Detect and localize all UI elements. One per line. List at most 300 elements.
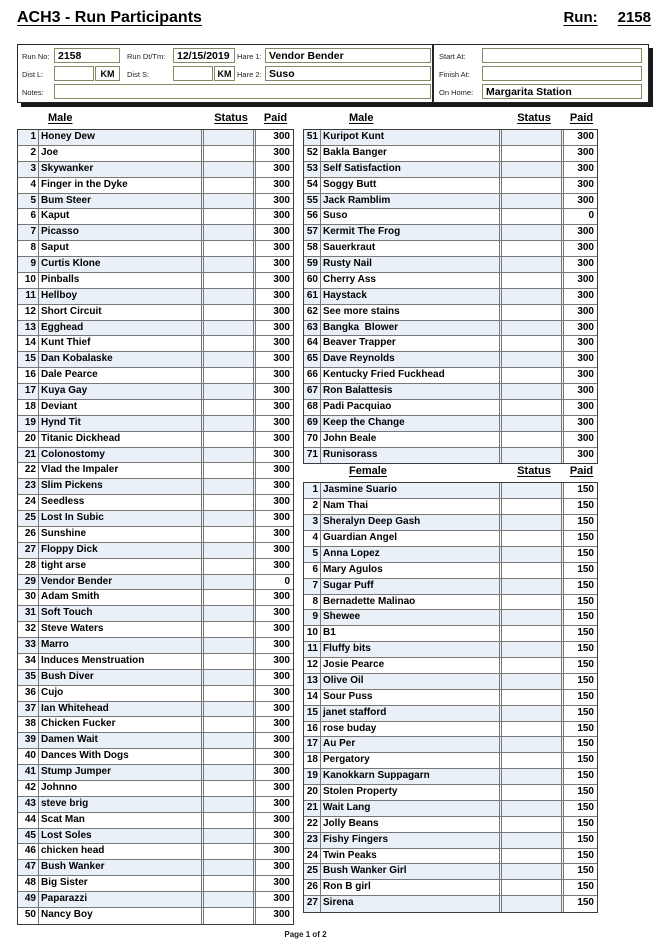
row-number: 11 <box>304 642 321 657</box>
participant-row <box>304 642 597 658</box>
participant-row <box>304 400 597 416</box>
run-no-label: Run No: <box>22 52 50 61</box>
participant-name: Sheralyn Deep Gash <box>321 515 502 530</box>
paid-amount: 150 <box>564 547 597 562</box>
paid-amount: 300 <box>256 305 293 320</box>
status-value <box>204 844 256 859</box>
participant-name: Twin Peaks <box>321 849 502 864</box>
status-value <box>204 368 256 383</box>
participant-name: Picasso <box>39 225 204 240</box>
paid-amount: 150 <box>564 515 597 530</box>
status-value <box>204 352 256 367</box>
participant-row <box>304 194 597 210</box>
status-header: Status <box>517 112 551 124</box>
participant-name: Kuripot Kunt <box>321 130 502 145</box>
row-number: 15 <box>304 706 321 721</box>
participant-name: Scat Man <box>39 813 204 828</box>
row-number: 48 <box>18 876 39 891</box>
dist-s-label: Dist S: <box>127 70 150 79</box>
participant-name: chicken head <box>39 844 204 859</box>
paid-amount: 300 <box>256 511 293 526</box>
participant-name: Rusty Nail <box>321 257 502 272</box>
run-header <box>563 9 651 26</box>
participant-row <box>304 448 597 464</box>
status-value <box>204 908 256 924</box>
participant-row <box>18 892 293 908</box>
participant-row <box>18 146 293 162</box>
row-number: 55 <box>304 194 321 209</box>
status-value <box>502 384 564 399</box>
status-value <box>502 769 564 784</box>
status-value <box>204 241 256 256</box>
participant-row <box>304 225 597 241</box>
participant-row <box>18 622 293 638</box>
status-value <box>502 642 564 657</box>
row-number: 17 <box>304 737 321 752</box>
paid-amount: 150 <box>564 785 597 800</box>
paid-amount: 150 <box>564 896 597 912</box>
paid-amount: 300 <box>564 384 597 399</box>
participant-row <box>18 273 293 289</box>
participant-name: Kunt Thief <box>39 336 204 351</box>
participant-row <box>304 595 597 611</box>
paid-amount: 300 <box>256 527 293 542</box>
participant-row <box>304 146 597 162</box>
status-value <box>502 305 564 320</box>
participant-name: Keep the Change <box>321 416 502 431</box>
paid-amount: 300 <box>564 225 597 240</box>
row-number: 3 <box>18 162 39 177</box>
row-number: 27 <box>304 896 321 912</box>
participant-row <box>304 658 597 674</box>
participant-name: Adam Smith <box>39 590 204 605</box>
status-value <box>204 289 256 304</box>
participant-row <box>304 483 597 499</box>
participant-row <box>304 674 597 690</box>
participant-row <box>18 654 293 670</box>
male-left-header-row <box>17 112 294 129</box>
participant-name: Jasmine Suario <box>321 483 502 498</box>
participant-row <box>304 499 597 515</box>
participant-name: Soggy Butt <box>321 178 502 193</box>
paid-amount: 300 <box>256 670 293 685</box>
status-value <box>204 559 256 574</box>
paid-header: Paid <box>569 112 594 124</box>
status-value <box>204 384 256 399</box>
row-number: 7 <box>304 579 321 594</box>
row-number: 71 <box>304 448 321 464</box>
dist-l-unit: KM <box>95 66 120 81</box>
status-value <box>204 717 256 732</box>
participant-name: Induces Menstruation <box>39 654 204 669</box>
paid-amount: 300 <box>256 321 293 336</box>
paid-amount: 300 <box>564 416 597 431</box>
paid-amount: 150 <box>564 801 597 816</box>
paid-amount: 0 <box>256 575 293 590</box>
paid-amount: 300 <box>564 146 597 161</box>
participant-row <box>304 896 597 912</box>
paid-amount: 300 <box>256 336 293 351</box>
participant-name: Jolly Beans <box>321 817 502 832</box>
row-number: 54 <box>304 178 321 193</box>
paid-amount: 300 <box>256 590 293 605</box>
status-value <box>502 817 564 832</box>
status-value <box>204 463 256 478</box>
status-value <box>204 590 256 605</box>
status-value <box>502 416 564 431</box>
hare1-field: Vendor Bender <box>265 48 431 63</box>
paid-amount: 300 <box>256 416 293 431</box>
participant-row <box>18 130 293 146</box>
participant-name: Bakla Banger <box>321 146 502 161</box>
paid-amount: 300 <box>256 194 293 209</box>
row-number: 25 <box>18 511 39 526</box>
participant-row <box>18 590 293 606</box>
status-value <box>204 797 256 812</box>
participant-name: Curtis Klone <box>39 257 204 272</box>
participant-name: Mary Agulos <box>321 563 502 578</box>
row-number: 58 <box>304 241 321 256</box>
row-number: 22 <box>18 463 39 478</box>
row-number: 15 <box>18 352 39 367</box>
row-number: 28 <box>18 559 39 574</box>
participant-row <box>18 479 293 495</box>
paid-amount: 300 <box>564 257 597 272</box>
participant-row <box>304 305 597 321</box>
paid-amount: 150 <box>564 563 597 578</box>
status-value <box>204 733 256 748</box>
status-value <box>204 416 256 431</box>
participant-row <box>18 448 293 464</box>
participant-name: Bush Wanker Girl <box>321 864 502 879</box>
row-number: 53 <box>304 162 321 177</box>
participant-name: Nam Thai <box>321 499 502 514</box>
row-number: 1 <box>18 130 39 145</box>
paid-amount: 300 <box>256 225 293 240</box>
paid-amount: 300 <box>564 432 597 447</box>
paid-header: Paid <box>569 465 594 478</box>
row-number: 66 <box>304 368 321 383</box>
row-number: 52 <box>304 146 321 161</box>
row-number: 23 <box>18 479 39 494</box>
dist-s-unit: KM <box>214 66 235 81</box>
status-value <box>204 495 256 510</box>
participant-row <box>304 880 597 896</box>
status-value <box>502 626 564 641</box>
female-table <box>303 482 598 913</box>
on-home-field: Margarita Station <box>482 84 642 99</box>
status-value <box>502 563 564 578</box>
participant-row <box>304 833 597 849</box>
status-value <box>204 225 256 240</box>
participant-name: Lost In Subic <box>39 511 204 526</box>
status-value <box>502 547 564 562</box>
participant-row <box>304 368 597 384</box>
paid-amount: 150 <box>564 753 597 768</box>
participant-name: John Beale <box>321 432 502 447</box>
row-number: 4 <box>304 531 321 546</box>
paid-amount: 300 <box>256 844 293 859</box>
paid-amount: 150 <box>564 499 597 514</box>
row-number: 34 <box>18 654 39 669</box>
participant-name: Kentucky Fried Fuckhead <box>321 368 502 383</box>
row-number: 13 <box>304 674 321 689</box>
status-value <box>502 674 564 689</box>
row-number: 44 <box>18 813 39 828</box>
participant-row <box>304 178 597 194</box>
participant-name: Sirena <box>321 896 502 912</box>
participant-row <box>18 400 293 416</box>
participant-row <box>18 575 293 591</box>
status-value <box>204 479 256 494</box>
participant-name: Bush Wanker <box>39 860 204 875</box>
status-value <box>204 860 256 875</box>
paid-amount: 300 <box>256 209 293 224</box>
paid-amount: 150 <box>564 864 597 879</box>
participant-row <box>18 511 293 527</box>
participant-row <box>304 579 597 595</box>
female-header: Female <box>349 465 387 478</box>
participant-name: Titanic Dickhead <box>39 432 204 447</box>
status-value <box>502 162 564 177</box>
status-value <box>204 622 256 637</box>
status-value <box>204 146 256 161</box>
status-value <box>204 654 256 669</box>
participant-row <box>304 531 597 547</box>
participant-name: Bum Steer <box>39 194 204 209</box>
status-value <box>204 686 256 701</box>
paid-amount: 150 <box>564 595 597 610</box>
row-number: 37 <box>18 702 39 717</box>
paid-amount: 300 <box>564 368 597 383</box>
paid-amount: 300 <box>256 432 293 447</box>
row-number: 61 <box>304 289 321 304</box>
status-value <box>204 162 256 177</box>
status-value <box>502 400 564 415</box>
male-left-table <box>17 129 294 925</box>
paid-amount: 300 <box>256 273 293 288</box>
row-number: 21 <box>304 801 321 816</box>
status-value <box>204 702 256 717</box>
participant-name: Wait Lang <box>321 801 502 816</box>
paid-amount: 150 <box>564 706 597 721</box>
dist-s-field <box>173 66 213 81</box>
status-value <box>204 575 256 590</box>
paid-amount: 150 <box>564 817 597 832</box>
row-number: 21 <box>18 448 39 463</box>
row-number: 16 <box>18 368 39 383</box>
participant-name: Shewee <box>321 610 502 625</box>
paid-amount: 300 <box>256 876 293 891</box>
participant-name: Olive Oil <box>321 674 502 689</box>
participant-row <box>304 849 597 865</box>
participant-row <box>304 209 597 225</box>
row-number: 25 <box>304 864 321 879</box>
participant-name: Paparazzi <box>39 892 204 907</box>
participant-row <box>304 864 597 880</box>
status-value <box>204 813 256 828</box>
status-value <box>502 753 564 768</box>
participant-name: Sauerkraut <box>321 241 502 256</box>
participant-row <box>304 769 597 785</box>
participant-name: Johnno <box>39 781 204 796</box>
participant-row <box>304 241 597 257</box>
paid-amount: 300 <box>564 321 597 336</box>
participant-name: Hellboy <box>39 289 204 304</box>
participant-name: Jack Ramblim <box>321 194 502 209</box>
paid-amount: 300 <box>256 733 293 748</box>
paid-amount: 300 <box>256 463 293 478</box>
participant-row <box>18 257 293 273</box>
paid-amount: 150 <box>564 833 597 848</box>
participant-name: Padi Pacquiao <box>321 400 502 415</box>
participant-row <box>304 817 597 833</box>
participant-row <box>18 336 293 352</box>
participant-name: Vendor Bender <box>39 575 204 590</box>
row-number: 14 <box>304 690 321 705</box>
participant-name: Stump Jumper <box>39 765 204 780</box>
row-number: 24 <box>18 495 39 510</box>
participant-row <box>304 690 597 706</box>
row-number: 41 <box>18 765 39 780</box>
paid-amount: 300 <box>256 495 293 510</box>
paid-amount: 300 <box>256 352 293 367</box>
participant-name: Sunshine <box>39 527 204 542</box>
participant-row <box>18 225 293 241</box>
paid-amount: 300 <box>256 638 293 653</box>
paid-amount: 150 <box>564 722 597 737</box>
status-value <box>204 876 256 891</box>
participant-row <box>18 876 293 892</box>
status-value <box>204 448 256 463</box>
status-value <box>502 499 564 514</box>
participant-name: Dan Kobalaske <box>39 352 204 367</box>
on-home-label: On Home: <box>439 88 474 97</box>
row-number: 5 <box>304 547 321 562</box>
paid-amount: 300 <box>256 289 293 304</box>
run-dt-field: 12/15/2019 <box>173 48 235 63</box>
participant-name: B1 <box>321 626 502 641</box>
status-value <box>204 432 256 447</box>
participant-name: Seedless <box>39 495 204 510</box>
participant-row <box>304 753 597 769</box>
row-number: 45 <box>18 829 39 844</box>
row-number: 9 <box>304 610 321 625</box>
participant-name: Suso <box>321 209 502 224</box>
row-number: 38 <box>18 717 39 732</box>
row-number: 20 <box>18 432 39 447</box>
participant-row <box>18 638 293 654</box>
participant-name: Beaver Trapper <box>321 336 502 351</box>
participant-name: Dances With Dogs <box>39 749 204 764</box>
start-at-label: Start At: <box>439 52 466 61</box>
participant-name: Fishy Fingers <box>321 833 502 848</box>
paid-amount: 300 <box>256 829 293 844</box>
row-number: 14 <box>18 336 39 351</box>
participant-name: Cherry Ass <box>321 273 502 288</box>
finish-at-field <box>482 66 642 81</box>
participant-row <box>304 801 597 817</box>
participant-name: Dale Pearce <box>39 368 204 383</box>
row-number: 36 <box>18 686 39 701</box>
participant-row <box>18 686 293 702</box>
paid-amount: 300 <box>564 273 597 288</box>
row-number: 64 <box>304 336 321 351</box>
row-number: 12 <box>18 305 39 320</box>
participant-name: Guardian Angel <box>321 531 502 546</box>
dist-l-label: Dist L: <box>22 70 44 79</box>
participant-row <box>304 336 597 352</box>
paid-amount: 300 <box>256 892 293 907</box>
participant-row <box>304 257 597 273</box>
status-value <box>204 194 256 209</box>
row-number: 23 <box>304 833 321 848</box>
participant-name: rose buday <box>321 722 502 737</box>
row-number: 30 <box>18 590 39 605</box>
row-number: 33 <box>18 638 39 653</box>
paid-amount: 150 <box>564 531 597 546</box>
run-label: Run: <box>563 9 598 26</box>
paid-amount: 300 <box>564 289 597 304</box>
participant-name: Self Satisfaction <box>321 162 502 177</box>
row-number: 19 <box>304 769 321 784</box>
status-value <box>502 432 564 447</box>
participant-row <box>18 305 293 321</box>
status-value <box>502 448 564 464</box>
participant-row <box>304 289 597 305</box>
participant-row <box>304 273 597 289</box>
paid-amount: 150 <box>564 880 597 895</box>
paid-amount: 300 <box>256 765 293 780</box>
status-value <box>502 833 564 848</box>
status-value <box>204 305 256 320</box>
participant-row <box>18 432 293 448</box>
start-at-field <box>482 48 642 63</box>
paid-amount: 150 <box>564 626 597 641</box>
paid-amount: 300 <box>564 305 597 320</box>
paid-amount: 150 <box>564 690 597 705</box>
female-header-row <box>303 465 598 482</box>
row-number: 17 <box>18 384 39 399</box>
paid-amount: 150 <box>564 610 597 625</box>
status-value <box>502 336 564 351</box>
paid-amount: 300 <box>256 686 293 701</box>
run-no-field: 2158 <box>54 48 120 63</box>
status-value <box>502 579 564 594</box>
row-number: 65 <box>304 352 321 367</box>
row-number: 62 <box>304 305 321 320</box>
participant-name: See more stains <box>321 305 502 320</box>
participant-name: Soft Touch <box>39 606 204 621</box>
row-number: 11 <box>18 289 39 304</box>
participant-row <box>18 194 293 210</box>
status-value <box>502 849 564 864</box>
status-value <box>502 241 564 256</box>
status-value <box>502 368 564 383</box>
title-row <box>17 9 651 27</box>
participant-row <box>18 289 293 305</box>
participant-name: Dave Reynolds <box>321 352 502 367</box>
participant-name: Haystack <box>321 289 502 304</box>
paid-amount: 300 <box>256 781 293 796</box>
paid-amount: 300 <box>564 178 597 193</box>
participant-row <box>18 559 293 575</box>
status-value <box>502 225 564 240</box>
status-value <box>502 864 564 879</box>
participant-row <box>18 797 293 813</box>
right-column <box>303 112 598 913</box>
status-value <box>204 273 256 288</box>
